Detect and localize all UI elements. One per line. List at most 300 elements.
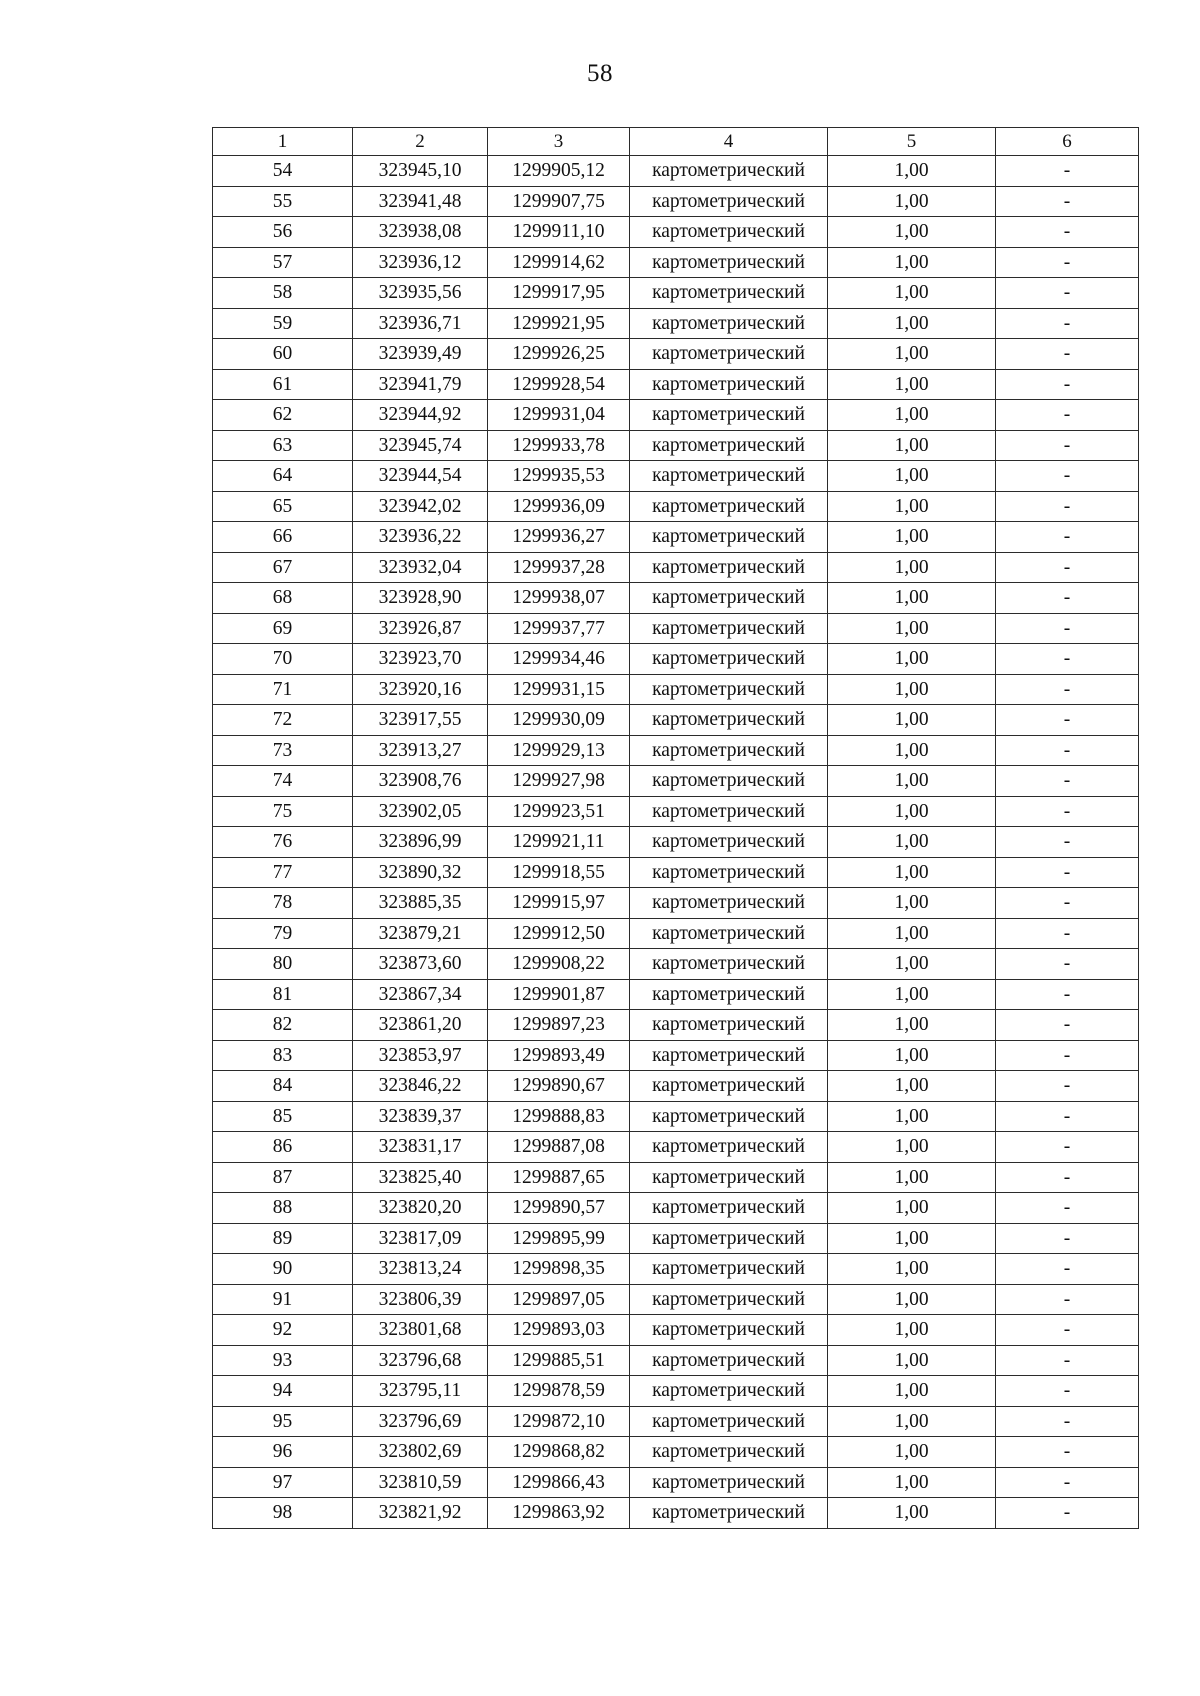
note-cell: -: [996, 735, 1139, 766]
table-row: [213, 1315, 1139, 1346]
point-number-cell: 85: [213, 1101, 353, 1132]
accuracy-cell: 1,00: [828, 369, 996, 400]
accuracy-cell: 1,00: [828, 1376, 996, 1407]
method-cell: картометрический: [630, 1193, 828, 1224]
y-coordinate-cell: 1299890,67: [488, 1071, 630, 1102]
point-number-cell: 63: [213, 430, 353, 461]
method-cell: картометрический: [630, 1498, 828, 1529]
y-coordinate-cell: 1299905,12: [488, 156, 630, 187]
table-row: [213, 1406, 1139, 1437]
note-cell: -: [996, 1376, 1139, 1407]
x-coordinate-cell: 323873,60: [353, 949, 488, 980]
point-number-cell: 57: [213, 247, 353, 278]
table-row: [213, 1437, 1139, 1468]
accuracy-cell: 1,00: [828, 400, 996, 431]
method-cell: картометрический: [630, 1437, 828, 1468]
table-row: [213, 1193, 1139, 1224]
note-cell: -: [996, 430, 1139, 461]
point-number-cell: 55: [213, 186, 353, 217]
y-coordinate-cell: 1299935,53: [488, 461, 630, 492]
note-cell: -: [996, 674, 1139, 705]
y-coordinate-cell: 1299898,35: [488, 1254, 630, 1285]
y-coordinate-cell: 1299918,55: [488, 857, 630, 888]
table-row: [213, 613, 1139, 644]
x-coordinate-cell: 323902,05: [353, 796, 488, 827]
y-coordinate-cell: 1299911,10: [488, 217, 630, 248]
x-coordinate-cell: 323853,97: [353, 1040, 488, 1071]
note-cell: -: [996, 400, 1139, 431]
x-coordinate-cell: 323941,48: [353, 186, 488, 217]
point-number-cell: 91: [213, 1284, 353, 1315]
table-row: [213, 857, 1139, 888]
y-coordinate-cell: 1299912,50: [488, 918, 630, 949]
accuracy-cell: 1,00: [828, 1345, 996, 1376]
point-number-cell: 79: [213, 918, 353, 949]
method-cell: картометрический: [630, 339, 828, 370]
point-number-cell: 87: [213, 1162, 353, 1193]
table-row: [213, 1101, 1139, 1132]
point-number-cell: 90: [213, 1254, 353, 1285]
accuracy-cell: 1,00: [828, 857, 996, 888]
table-row: [213, 217, 1139, 248]
point-number-cell: 54: [213, 156, 353, 187]
y-coordinate-cell: 1299895,99: [488, 1223, 630, 1254]
accuracy-cell: 1,00: [828, 1101, 996, 1132]
accuracy-cell: 1,00: [828, 1284, 996, 1315]
y-coordinate-cell: 1299917,95: [488, 278, 630, 309]
x-coordinate-cell: 323861,20: [353, 1010, 488, 1041]
accuracy-cell: 1,00: [828, 1498, 996, 1529]
accuracy-cell: 1,00: [828, 827, 996, 858]
x-coordinate-cell: 323917,55: [353, 705, 488, 736]
y-coordinate-cell: 1299887,08: [488, 1132, 630, 1163]
point-number-cell: 82: [213, 1010, 353, 1041]
note-cell: -: [996, 186, 1139, 217]
accuracy-cell: 1,00: [828, 674, 996, 705]
note-cell: -: [996, 1193, 1139, 1224]
y-coordinate-cell: 1299923,51: [488, 796, 630, 827]
column-header: 4: [630, 128, 828, 156]
note-cell: -: [996, 613, 1139, 644]
x-coordinate-cell: 323939,49: [353, 339, 488, 370]
point-number-cell: 86: [213, 1132, 353, 1163]
table-row: [213, 1254, 1139, 1285]
method-cell: картометрический: [630, 1376, 828, 1407]
x-coordinate-cell: 323920,16: [353, 674, 488, 705]
method-cell: картометрический: [630, 918, 828, 949]
y-coordinate-cell: 1299931,04: [488, 400, 630, 431]
table-row: [213, 186, 1139, 217]
note-cell: -: [996, 491, 1139, 522]
note-cell: -: [996, 1467, 1139, 1498]
accuracy-cell: 1,00: [828, 522, 996, 553]
accuracy-cell: 1,00: [828, 766, 996, 797]
method-cell: картометрический: [630, 430, 828, 461]
x-coordinate-cell: 323795,11: [353, 1376, 488, 1407]
note-cell: -: [996, 918, 1139, 949]
x-coordinate-cell: 323936,22: [353, 522, 488, 553]
table-row: [213, 339, 1139, 370]
y-coordinate-cell: 1299921,95: [488, 308, 630, 339]
point-number-cell: 74: [213, 766, 353, 797]
method-cell: картометрический: [630, 522, 828, 553]
note-cell: -: [996, 1406, 1139, 1437]
note-cell: -: [996, 827, 1139, 858]
table-row: [213, 796, 1139, 827]
y-coordinate-cell: 1299936,09: [488, 491, 630, 522]
point-number-cell: 77: [213, 857, 353, 888]
point-number-cell: 71: [213, 674, 353, 705]
table-row: [213, 247, 1139, 278]
method-cell: картометрический: [630, 674, 828, 705]
note-cell: -: [996, 552, 1139, 583]
x-coordinate-cell: 323801,68: [353, 1315, 488, 1346]
accuracy-cell: 1,00: [828, 1254, 996, 1285]
table-row: [213, 705, 1139, 736]
method-cell: картометрический: [630, 400, 828, 431]
method-cell: картометрический: [630, 552, 828, 583]
point-number-cell: 70: [213, 644, 353, 675]
point-number-cell: 68: [213, 583, 353, 614]
point-number-cell: 75: [213, 796, 353, 827]
note-cell: -: [996, 1254, 1139, 1285]
x-coordinate-cell: 323942,02: [353, 491, 488, 522]
y-coordinate-cell: 1299866,43: [488, 1467, 630, 1498]
note-cell: -: [996, 949, 1139, 980]
method-cell: картометрический: [630, 1254, 828, 1285]
note-cell: -: [996, 1284, 1139, 1315]
table-row: [213, 156, 1139, 187]
point-number-cell: 62: [213, 400, 353, 431]
y-coordinate-cell: 1299872,10: [488, 1406, 630, 1437]
accuracy-cell: 1,00: [828, 339, 996, 370]
note-cell: -: [996, 278, 1139, 309]
accuracy-cell: 1,00: [828, 552, 996, 583]
column-header: 3: [488, 128, 630, 156]
table-row: [213, 644, 1139, 675]
method-cell: картометрический: [630, 735, 828, 766]
y-coordinate-cell: 1299908,22: [488, 949, 630, 980]
accuracy-cell: 1,00: [828, 1040, 996, 1071]
x-coordinate-cell: 323908,76: [353, 766, 488, 797]
y-coordinate-cell: 1299927,98: [488, 766, 630, 797]
table-row: [213, 308, 1139, 339]
accuracy-cell: 1,00: [828, 430, 996, 461]
y-coordinate-cell: 1299890,57: [488, 1193, 630, 1224]
x-coordinate-cell: 323820,20: [353, 1193, 488, 1224]
point-number-cell: 83: [213, 1040, 353, 1071]
x-coordinate-cell: 323926,87: [353, 613, 488, 644]
x-coordinate-cell: 323796,68: [353, 1345, 488, 1376]
x-coordinate-cell: 323928,90: [353, 583, 488, 614]
accuracy-cell: 1,00: [828, 217, 996, 248]
accuracy-cell: 1,00: [828, 1162, 996, 1193]
point-number-cell: 72: [213, 705, 353, 736]
table-row: [213, 1071, 1139, 1102]
y-coordinate-cell: 1299929,13: [488, 735, 630, 766]
accuracy-cell: 1,00: [828, 491, 996, 522]
x-coordinate-cell: 323802,69: [353, 1437, 488, 1468]
x-coordinate-cell: 323938,08: [353, 217, 488, 248]
accuracy-cell: 1,00: [828, 979, 996, 1010]
y-coordinate-cell: 1299901,87: [488, 979, 630, 1010]
y-coordinate-cell: 1299936,27: [488, 522, 630, 553]
note-cell: -: [996, 156, 1139, 187]
point-number-cell: 95: [213, 1406, 353, 1437]
point-number-cell: 92: [213, 1315, 353, 1346]
method-cell: картометрический: [630, 1132, 828, 1163]
method-cell: картометрический: [630, 186, 828, 217]
point-number-cell: 80: [213, 949, 353, 980]
note-cell: -: [996, 1345, 1139, 1376]
note-cell: -: [996, 796, 1139, 827]
method-cell: картометрический: [630, 888, 828, 919]
note-cell: -: [996, 247, 1139, 278]
y-coordinate-cell: 1299868,82: [488, 1437, 630, 1468]
y-coordinate-cell: 1299937,28: [488, 552, 630, 583]
point-number-cell: 58: [213, 278, 353, 309]
method-cell: картометрический: [630, 1040, 828, 1071]
accuracy-cell: 1,00: [828, 1223, 996, 1254]
accuracy-cell: 1,00: [828, 1406, 996, 1437]
y-coordinate-cell: 1299930,09: [488, 705, 630, 736]
x-coordinate-cell: 323796,69: [353, 1406, 488, 1437]
y-coordinate-cell: 1299921,11: [488, 827, 630, 858]
y-coordinate-cell: 1299928,54: [488, 369, 630, 400]
table-row: [213, 1162, 1139, 1193]
point-number-cell: 61: [213, 369, 353, 400]
x-coordinate-cell: 323944,92: [353, 400, 488, 431]
accuracy-cell: 1,00: [828, 613, 996, 644]
x-coordinate-cell: 323821,92: [353, 1498, 488, 1529]
table-body: [213, 156, 1139, 1529]
x-coordinate-cell: 323944,54: [353, 461, 488, 492]
column-header: 2: [353, 128, 488, 156]
accuracy-cell: 1,00: [828, 705, 996, 736]
x-coordinate-cell: 323813,24: [353, 1254, 488, 1285]
y-coordinate-cell: 1299893,49: [488, 1040, 630, 1071]
y-coordinate-cell: 1299933,78: [488, 430, 630, 461]
point-number-cell: 69: [213, 613, 353, 644]
method-cell: картометрический: [630, 644, 828, 675]
x-coordinate-cell: 323941,79: [353, 369, 488, 400]
y-coordinate-cell: 1299934,46: [488, 644, 630, 675]
table-row: [213, 674, 1139, 705]
accuracy-cell: 1,00: [828, 735, 996, 766]
note-cell: -: [996, 857, 1139, 888]
y-coordinate-cell: 1299937,77: [488, 613, 630, 644]
note-cell: -: [996, 217, 1139, 248]
y-coordinate-cell: 1299893,03: [488, 1315, 630, 1346]
table-row: [213, 1467, 1139, 1498]
x-coordinate-cell: 323817,09: [353, 1223, 488, 1254]
point-number-cell: 97: [213, 1467, 353, 1498]
accuracy-cell: 1,00: [828, 1010, 996, 1041]
table-row: [213, 522, 1139, 553]
point-number-cell: 94: [213, 1376, 353, 1407]
x-coordinate-cell: 323825,40: [353, 1162, 488, 1193]
y-coordinate-cell: 1299907,75: [488, 186, 630, 217]
table-row: [213, 583, 1139, 614]
accuracy-cell: 1,00: [828, 278, 996, 309]
note-cell: -: [996, 369, 1139, 400]
table-row: [213, 552, 1139, 583]
note-cell: -: [996, 583, 1139, 614]
table-row: [213, 949, 1139, 980]
accuracy-cell: 1,00: [828, 1071, 996, 1102]
x-coordinate-cell: 323879,21: [353, 918, 488, 949]
point-number-cell: 89: [213, 1223, 353, 1254]
y-coordinate-cell: 1299931,15: [488, 674, 630, 705]
table-header-row: [213, 128, 1139, 156]
note-cell: -: [996, 644, 1139, 675]
note-cell: -: [996, 308, 1139, 339]
note-cell: -: [996, 1040, 1139, 1071]
table-row: [213, 461, 1139, 492]
table-row: [213, 888, 1139, 919]
table-row: [213, 827, 1139, 858]
x-coordinate-cell: 323806,39: [353, 1284, 488, 1315]
y-coordinate-cell: 1299878,59: [488, 1376, 630, 1407]
note-cell: -: [996, 1162, 1139, 1193]
x-coordinate-cell: 323923,70: [353, 644, 488, 675]
accuracy-cell: 1,00: [828, 918, 996, 949]
x-coordinate-cell: 323935,56: [353, 278, 488, 309]
accuracy-cell: 1,00: [828, 949, 996, 980]
x-coordinate-cell: 323867,34: [353, 979, 488, 1010]
y-coordinate-cell: 1299897,05: [488, 1284, 630, 1315]
note-cell: -: [996, 888, 1139, 919]
table-row: [213, 278, 1139, 309]
method-cell: картометрический: [630, 705, 828, 736]
accuracy-cell: 1,00: [828, 308, 996, 339]
accuracy-cell: 1,00: [828, 1193, 996, 1224]
note-cell: -: [996, 1071, 1139, 1102]
note-cell: -: [996, 705, 1139, 736]
method-cell: картометрический: [630, 857, 828, 888]
note-cell: -: [996, 1223, 1139, 1254]
note-cell: -: [996, 766, 1139, 797]
column-header: 1: [213, 128, 353, 156]
note-cell: -: [996, 1010, 1139, 1041]
table-row: [213, 369, 1139, 400]
method-cell: картометрический: [630, 583, 828, 614]
y-coordinate-cell: 1299914,62: [488, 247, 630, 278]
point-number-cell: 64: [213, 461, 353, 492]
table-row: [213, 1498, 1139, 1529]
accuracy-cell: 1,00: [828, 1437, 996, 1468]
point-number-cell: 73: [213, 735, 353, 766]
y-coordinate-cell: 1299897,23: [488, 1010, 630, 1041]
method-cell: картометрический: [630, 369, 828, 400]
method-cell: картометрический: [630, 1071, 828, 1102]
accuracy-cell: 1,00: [828, 1467, 996, 1498]
point-number-cell: 98: [213, 1498, 353, 1529]
accuracy-cell: 1,00: [828, 247, 996, 278]
column-header: 5: [828, 128, 996, 156]
note-cell: -: [996, 979, 1139, 1010]
method-cell: картометрический: [630, 247, 828, 278]
method-cell: картометрический: [630, 949, 828, 980]
coordinates-table: [212, 127, 1139, 1529]
method-cell: картометрический: [630, 1345, 828, 1376]
point-number-cell: 56: [213, 217, 353, 248]
note-cell: -: [996, 339, 1139, 370]
x-coordinate-cell: 323913,27: [353, 735, 488, 766]
method-cell: картометрический: [630, 1467, 828, 1498]
method-cell: картометрический: [630, 1101, 828, 1132]
y-coordinate-cell: 1299885,51: [488, 1345, 630, 1376]
point-number-cell: 81: [213, 979, 353, 1010]
point-number-cell: 67: [213, 552, 353, 583]
method-cell: картометрический: [630, 491, 828, 522]
method-cell: картометрический: [630, 827, 828, 858]
method-cell: картометрический: [630, 1315, 828, 1346]
note-cell: -: [996, 1132, 1139, 1163]
table-row: [213, 918, 1139, 949]
table-row: [213, 1284, 1139, 1315]
x-coordinate-cell: 323945,10: [353, 156, 488, 187]
x-coordinate-cell: 323810,59: [353, 1467, 488, 1498]
method-cell: картометрический: [630, 278, 828, 309]
note-cell: -: [996, 461, 1139, 492]
accuracy-cell: 1,00: [828, 461, 996, 492]
method-cell: картометрический: [630, 979, 828, 1010]
accuracy-cell: 1,00: [828, 583, 996, 614]
method-cell: картометрический: [630, 613, 828, 644]
point-number-cell: 66: [213, 522, 353, 553]
accuracy-cell: 1,00: [828, 796, 996, 827]
method-cell: картометрический: [630, 156, 828, 187]
x-coordinate-cell: 323936,71: [353, 308, 488, 339]
note-cell: -: [996, 1315, 1139, 1346]
x-coordinate-cell: 323936,12: [353, 247, 488, 278]
x-coordinate-cell: 323831,17: [353, 1132, 488, 1163]
accuracy-cell: 1,00: [828, 888, 996, 919]
y-coordinate-cell: 1299863,92: [488, 1498, 630, 1529]
accuracy-cell: 1,00: [828, 1315, 996, 1346]
note-cell: -: [996, 1101, 1139, 1132]
table-row: [213, 1223, 1139, 1254]
method-cell: картометрический: [630, 1162, 828, 1193]
table-row: [213, 1040, 1139, 1071]
point-number-cell: 59: [213, 308, 353, 339]
table-row: [213, 1010, 1139, 1041]
table-row: [213, 1376, 1139, 1407]
y-coordinate-cell: 1299887,65: [488, 1162, 630, 1193]
method-cell: картометрический: [630, 796, 828, 827]
point-number-cell: 88: [213, 1193, 353, 1224]
accuracy-cell: 1,00: [828, 644, 996, 675]
point-number-cell: 78: [213, 888, 353, 919]
table-row: [213, 430, 1139, 461]
point-number-cell: 60: [213, 339, 353, 370]
point-number-cell: 96: [213, 1437, 353, 1468]
x-coordinate-cell: 323896,99: [353, 827, 488, 858]
table-row: [213, 1132, 1139, 1163]
note-cell: -: [996, 1498, 1139, 1529]
page-number: 58: [587, 60, 613, 87]
y-coordinate-cell: 1299938,07: [488, 583, 630, 614]
method-cell: картометрический: [630, 1284, 828, 1315]
note-cell: -: [996, 1437, 1139, 1468]
point-number-cell: 76: [213, 827, 353, 858]
y-coordinate-cell: 1299888,83: [488, 1101, 630, 1132]
method-cell: картометрический: [630, 1406, 828, 1437]
method-cell: картометрический: [630, 766, 828, 797]
x-coordinate-cell: 323945,74: [353, 430, 488, 461]
method-cell: картометрический: [630, 217, 828, 248]
